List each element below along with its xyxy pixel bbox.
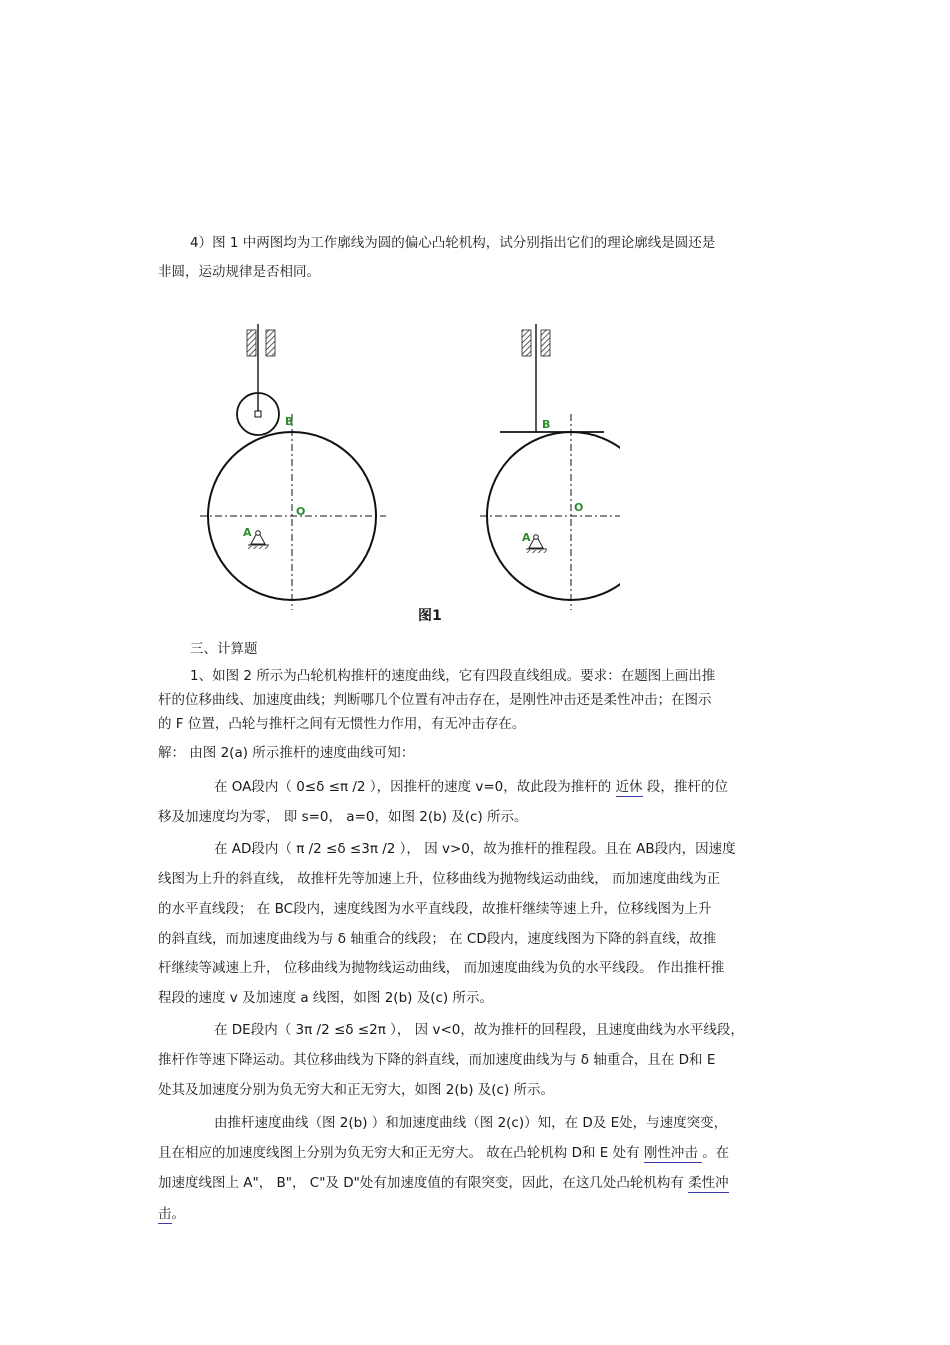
para-2-line-6: 程段的速度 v 及加速度 a 线图，如图 2(b) 及(c) 所示。 [158, 990, 493, 1006]
text-span: 在 OA段内（ 0≤δ ≤π /2 ），因推杆的速度 v=0，故此段为推杆的 [214, 779, 616, 795]
para-4-line-1: 由推杆速度曲线（图 2(b) ）和加速度曲线（图 2(c)）知，在 D及 E处，与速度突变， [214, 1115, 728, 1131]
para-2-line-2: 线图为上升的斜直线， 故推杆先等加速上升，位移曲线为抛物线运动曲线， 而加速度曲线为正 [158, 871, 721, 887]
para-3-line-1: 在 DE段内（ 3π /2 ≤δ ≤2π ）， 因 v<0，故为推杆的回程段，且速度曲线为水平线段， [214, 1022, 744, 1038]
para-4-line-4 [158, 1205, 185, 1223]
left-guide-hatch [247, 330, 256, 356]
para-4-line-2 [158, 1144, 729, 1162]
link-rigid-impact[interactable]: 刚性冲击 [643, 1145, 703, 1161]
para-2-line-4: 的斜直线，而加速度曲线为与 δ 轴重合的线段； 在 CD段内，速度线图为下降的斜直线，故推 [158, 931, 717, 947]
link-flexible-impact-cont[interactable]: 击 [158, 1206, 172, 1222]
question-4-line-1: 4）图 1 中两图均为工作廓线为圆的偏心凸轮机构，试分别指出它们的理论廓线是圆还是 [190, 235, 716, 251]
text-span: 加速度线图上 A"， B"， C"及 D"处有加速度值的有限突变，因此，在这几处凸轮机构有 [158, 1175, 689, 1191]
label-b: B [542, 418, 551, 431]
roller-pin [255, 411, 261, 417]
text-span: 。在 [702, 1145, 730, 1161]
section-heading: 三、计算题 [190, 641, 258, 657]
link-jinxiu[interactable]: 近休 [615, 779, 643, 795]
q1-line-1: 1、如图 2 所示为凸轮机构推杆的速度曲线，它有四段直线组成。要求：在题图上画出推 [190, 668, 716, 684]
solution-intro: 解： 由图 2(a) 所示推杆的速度曲线可知： [158, 745, 415, 761]
para-4-line-3 [158, 1174, 729, 1192]
text-span: 。 [171, 1206, 185, 1222]
label-a: A [243, 526, 252, 539]
label-o: O [296, 505, 306, 518]
figure-1 [190, 318, 620, 618]
link-flexible-impact[interactable]: 柔性冲 [688, 1175, 729, 1191]
text-span: 段，推杆的位 [642, 779, 728, 795]
right-guide-hatch [541, 330, 550, 356]
left-guide-hatch [522, 330, 531, 356]
para-1-line-1 [214, 778, 728, 796]
label-a: A [522, 531, 531, 544]
question-4-line-2: 非圆，运动规律是否相同。 [158, 264, 320, 280]
label-b: B [285, 415, 294, 428]
para-2-line-1: 在 AD段内（ π /2 ≤δ ≤3π /2 ）， 因 v>0，故为推杆的推程段。且在 AB段内，因速度 [214, 841, 736, 857]
roller-follower-mechanism [200, 324, 386, 610]
para-2-line-5: 杆继续等减速上升， 位移曲线为抛物线运动曲线， 而加速度曲线为负的水平线段。 作出推杆推 [158, 960, 725, 976]
q1-line-2: 杆的位移曲线、加速度曲线；判断哪几个位置有冲击存在，是刚性冲击还是柔性冲击；在图示 [158, 692, 712, 708]
figure-caption: 图1 [418, 608, 442, 624]
flat-follower-mechanism [480, 324, 620, 610]
right-guide-hatch [266, 330, 275, 356]
label-o: O [574, 501, 584, 514]
para-3-line-2: 推杆作等速下降运动。其位移曲线为下降的斜直线，而加速度曲线为与 δ 轴重合，且在 D和 E [158, 1052, 716, 1068]
text-span: 且在相应的加速度线图上分别为负无穷大和正无穷大。 故在凸轮机构 D和 E 处有 [158, 1145, 644, 1161]
para-1-line-2: 移及加速度均为零， 即 s=0， a=0，如图 2(b) 及(c) 所示。 [158, 809, 528, 825]
para-2-line-3: 的水平直线段； 在 BC段内，速度线图为水平直线段，故推杆继续等速上升，位移线图为上升 [158, 901, 712, 917]
q1-line-3: 的 F 位置，凸轮与推杆之间有无惯性力作用，有无冲击存在。 [158, 716, 526, 732]
para-3-line-3: 处其及加速度分别为负无穷大和正无穷大，如图 2(b) 及(c) 所示。 [158, 1082, 555, 1098]
